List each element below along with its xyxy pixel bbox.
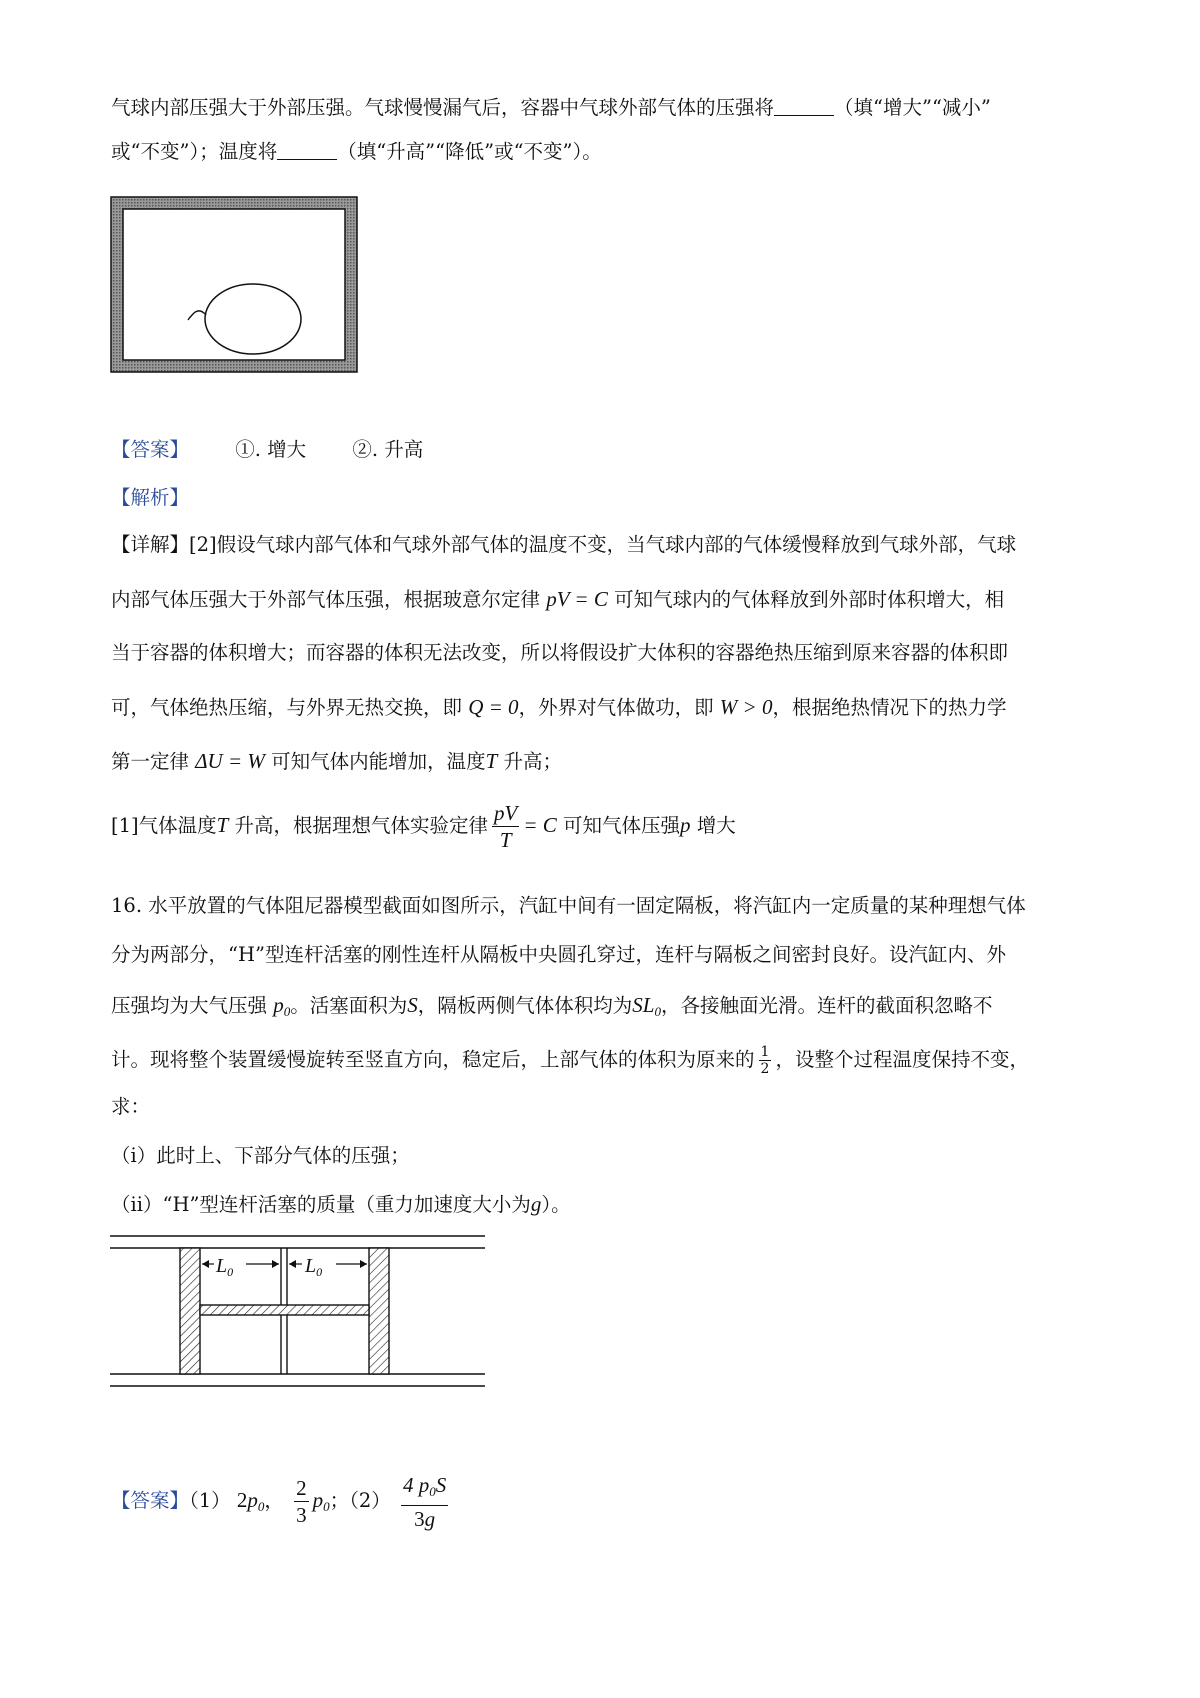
question-text: 计。现将整个装置缓慢旋转至竖直方向，稳定后，上部气体的体积为原来的	[111, 1048, 755, 1071]
label-l0-right: $L_0$	[305, 1255, 323, 1279]
analysis-tag: 【解析】	[111, 486, 190, 509]
answer-2: ②. 升高	[352, 438, 424, 461]
heat-formula: Q = 0	[468, 695, 519, 719]
answer-part-label: （1）	[189, 1489, 231, 1512]
explanation-line-2	[111, 584, 1101, 615]
numerator-base: 4 p	[402, 1472, 430, 1497]
explanation-text: [2]假设气球内部气体和气球外部气体的温度不变，当气球内部的气体缓慢释放到气球外部，气球	[189, 533, 1017, 556]
symbol-subscript: 0	[283, 1004, 291, 1019]
answer-tag: 【答案】	[111, 438, 190, 461]
fraction-denominator: 2	[760, 1061, 770, 1077]
explanation-line-3	[111, 638, 1101, 668]
symbol-base: SL	[632, 993, 655, 1017]
explanation-line-5	[111, 746, 1101, 777]
q16-answer	[111, 1470, 1101, 1537]
first-law-formula: ΔU = W	[195, 749, 265, 773]
question-text: 。活塞面积为	[290, 994, 408, 1017]
gravity-symbol: g	[530, 1192, 542, 1216]
temperature-symbol: T	[485, 749, 498, 773]
answer-1: ①. 增大	[235, 438, 307, 461]
explanation-line-4	[111, 692, 1101, 723]
q16-sub-i	[111, 1141, 1101, 1171]
question-text: ，各接触面光滑。连杆的截面积忽略不	[660, 994, 993, 1017]
ideal-gas-fraction	[492, 800, 519, 853]
explanation-text: 当于容器的体积增大；而容器的体积无法改变，所以将假设扩大体积的容器绝热压缩到原来容器的体积即	[111, 641, 1009, 664]
explanation-text: ，根据绝热情况下的热力学	[772, 696, 1007, 719]
temperature-symbol: T	[216, 813, 229, 837]
q15-text: 或“不变”）；温度将	[111, 140, 278, 163]
atmospheric-pressure-symbol	[273, 993, 290, 1017]
answer-upper-pressure	[237, 1488, 265, 1512]
fraction-numerator: pV	[494, 801, 518, 825]
q15-answer	[111, 435, 1101, 465]
question-text: 分为两部分，“H”型连杆活塞的刚性连杆从隔板中央圆孔穿过，连杆与隔板之间密封良好。设汽缸内、外	[111, 943, 1006, 966]
explanation-line-1	[111, 530, 1101, 560]
explanation-line-6	[111, 797, 1101, 854]
question-text: 压强均为大气压强	[111, 994, 268, 1017]
question-text: 16. 水平放置的气体阻尼器模型截面如图所示，汽缸中间有一固定隔板，将汽缸内一定质量的某种理想气体	[111, 894, 1026, 917]
right-piston	[369, 1248, 389, 1374]
explanation-text: 第一定律	[111, 750, 190, 773]
explanation-text: 可知气体内能增加，温度	[271, 750, 486, 773]
explanation-text: 可，气体绝热压缩，与外界无热交换，即	[111, 696, 463, 719]
explanation-text: 可知气球内的气体释放到外部时体积增大，相	[614, 588, 1005, 611]
answer-blank-2	[277, 141, 337, 160]
q15-text: （填“增大”“减小”	[834, 96, 991, 119]
q15-text: （填“升高”“降低”或“不变”）。	[337, 140, 602, 163]
answer-lower-pressure	[313, 1488, 330, 1512]
q16-line-2	[111, 940, 1101, 970]
gas-damper-figure	[110, 1228, 490, 1398]
balloon	[205, 284, 301, 354]
left-piston	[180, 1248, 200, 1374]
explanation-text: 内部气体压强大于外部气体压强，根据玻意尔定律	[111, 588, 541, 611]
explanation-text: 升高；	[503, 750, 562, 773]
explanation-text: 增大	[696, 814, 736, 837]
fraction-denominator: T	[499, 828, 512, 852]
dimension-left	[202, 1260, 279, 1268]
q16-sub-ii	[111, 1189, 1101, 1220]
half-fraction	[759, 1044, 772, 1077]
fraction-numerator: 2	[296, 1476, 307, 1500]
explanation-text: 升高，根据理想气体实验定律	[234, 814, 489, 837]
explanation-text: 可知气体压强	[563, 814, 681, 837]
ideal-gas-constant: = C	[523, 813, 557, 837]
symbol-subscript: 0	[654, 1004, 661, 1019]
gravity-symbol: g	[424, 1506, 436, 1531]
fraction-numerator	[401, 1472, 448, 1506]
area-symbol: S	[407, 993, 418, 1017]
answer-lower-fraction	[294, 1475, 309, 1528]
question-text: 求：	[111, 1095, 151, 1118]
separator: ，	[264, 1489, 284, 1512]
explanation-text: ，外界对气体做功，即	[518, 696, 714, 719]
denominator-coef: 3	[414, 1506, 425, 1531]
q16-line-1	[111, 891, 1101, 921]
q15-line-2	[111, 137, 1101, 167]
symbol-base: p	[273, 993, 284, 1017]
answer-blank-1	[774, 97, 834, 116]
area-symbol: S	[435, 1472, 447, 1497]
label-l0-left: $L_0$	[216, 1255, 234, 1279]
symbol-subscript: 0	[429, 1483, 436, 1499]
volume-symbol	[632, 993, 661, 1017]
symbol-base: p	[312, 1488, 324, 1512]
q16-line-5	[111, 1092, 1101, 1122]
answer-part-label: ；（2）	[329, 1489, 391, 1512]
balloon-container-figure	[110, 196, 360, 376]
coefficient: 2	[236, 1488, 248, 1512]
question-text: ）。	[541, 1193, 571, 1216]
connecting-rod	[200, 1305, 369, 1315]
q15-line-1	[111, 93, 1101, 123]
q15-text: 气球内部压强大于外部压强。气球慢慢漏气后，容器中气球外部气体的压强将	[111, 96, 775, 119]
q16-line-4	[111, 1025, 1101, 1095]
symbol-subscript: 0	[323, 1499, 330, 1514]
symbol-subscript: 0	[257, 1499, 265, 1514]
explanation-text: [1]气体温度	[111, 814, 217, 837]
question-text: ，设整个过程温度保持不变，	[775, 1048, 1029, 1071]
detail-tag: 【详解】	[111, 533, 190, 556]
symbol-base: p	[247, 1488, 258, 1512]
dimension-right	[289, 1260, 367, 1268]
question-text: （i）此时上、下部分气体的压强；	[111, 1144, 410, 1167]
q15-analysis-tag	[111, 483, 1101, 513]
answer-mass-fraction	[401, 1472, 448, 1532]
question-text: （ii）“H”型连杆活塞的质量（重力加速度大小为	[111, 1193, 531, 1216]
question-text: ，隔板两侧气体体积均为	[417, 994, 633, 1017]
fraction-denominator	[401, 1506, 448, 1532]
fraction-denominator: 3	[296, 1503, 307, 1527]
work-formula: W > 0	[719, 695, 773, 719]
pressure-symbol: p	[680, 813, 691, 837]
fraction-numerator: 1	[760, 1044, 770, 1060]
answer-tag: 【答案】	[111, 1489, 190, 1512]
boyle-law-formula: pV = C	[546, 587, 608, 611]
